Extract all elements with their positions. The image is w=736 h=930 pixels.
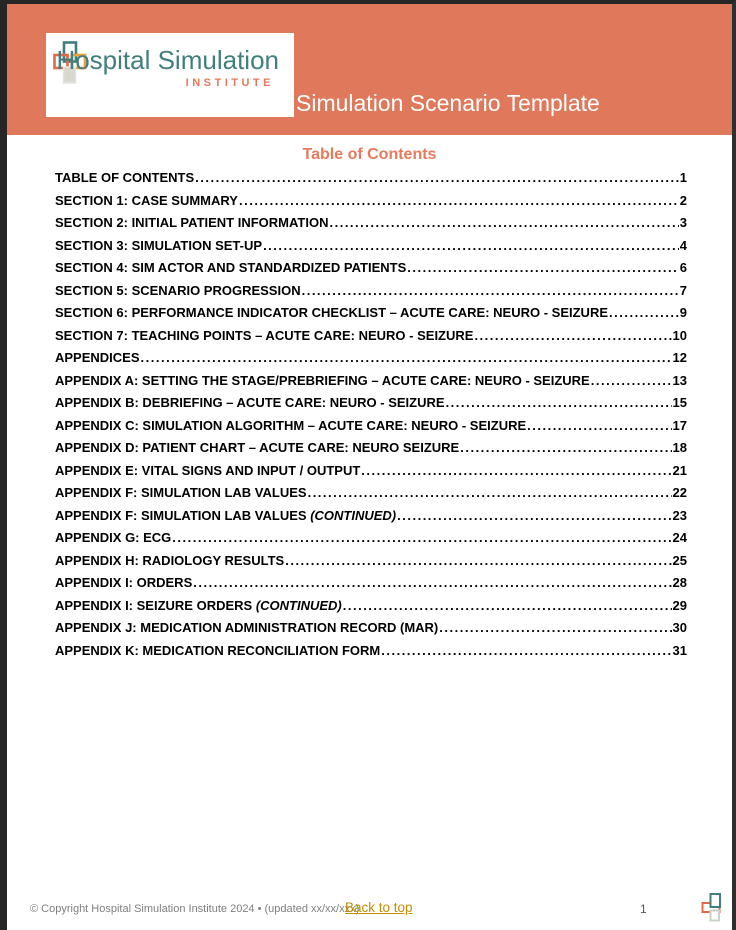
toc-entry-page: 7 bbox=[679, 282, 687, 298]
toc-leader-dots bbox=[474, 325, 671, 348]
toc-entry-page: 4 bbox=[679, 237, 687, 253]
toc-leader-dots bbox=[239, 190, 679, 213]
toc-entry[interactable] bbox=[55, 370, 687, 393]
toc-entry-page: 25 bbox=[672, 552, 687, 568]
toc-entry-page: 12 bbox=[672, 350, 687, 365]
toc-entry[interactable] bbox=[55, 527, 687, 550]
toc-entry-label: SECTION 4: SIM ACTOR AND STANDARDIZED PATIENTS bbox=[55, 260, 407, 275]
toc-entry[interactable] bbox=[55, 460, 687, 483]
toc-entry-label: APPENDIX I: ORDERS bbox=[55, 575, 193, 590]
toc-entry-page: 22 bbox=[672, 485, 687, 500]
toc-entry[interactable] bbox=[55, 482, 687, 505]
toc-entry-page: 30 bbox=[672, 620, 687, 635]
toc-entry[interactable] bbox=[55, 257, 687, 280]
toc-entry[interactable] bbox=[55, 437, 687, 460]
toc-entry[interactable] bbox=[55, 325, 687, 348]
toc-leader-dots bbox=[407, 257, 679, 280]
toc-entry-page: 21 bbox=[672, 462, 687, 478]
toc-leader-dots bbox=[308, 482, 672, 505]
toc-entry-page: 2 bbox=[679, 192, 687, 208]
toc-entry-page: 3 bbox=[679, 215, 687, 230]
toc-entry[interactable] bbox=[55, 212, 687, 235]
toc-entry-page: 31 bbox=[672, 642, 687, 658]
toc-entry-page: 28 bbox=[672, 575, 687, 590]
toc-entry-label: APPENDIX I: SEIZURE ORDERS (CONTINUED) bbox=[55, 597, 342, 613]
toc-entry[interactable] bbox=[55, 235, 687, 258]
toc-entry-label: SECTION 5: SCENARIO PROGRESSION bbox=[55, 282, 301, 298]
toc-entry[interactable] bbox=[55, 280, 687, 303]
logo-text bbox=[56, 45, 279, 89]
footer-page-number: 1 bbox=[640, 902, 647, 916]
page-header bbox=[7, 4, 732, 135]
toc-leader-dots bbox=[193, 572, 671, 595]
toc-entry-page: 24 bbox=[672, 530, 687, 545]
toc-entry[interactable] bbox=[55, 550, 687, 573]
toc-entry-page: 29 bbox=[672, 597, 687, 613]
toc-entry-label: APPENDIX F: SIMULATION LAB VALUES bbox=[55, 485, 307, 500]
toc-leader-dots bbox=[263, 235, 679, 258]
toc-leader-dots bbox=[343, 595, 672, 618]
toc-leader-dots bbox=[591, 370, 672, 393]
back-to-top-link[interactable]: Back to top bbox=[345, 900, 413, 915]
toc-entry-page: 17 bbox=[672, 417, 687, 433]
toc-entry-page: 13 bbox=[672, 372, 687, 388]
footer-cross-icon bbox=[701, 891, 727, 930]
toc-heading: Table of Contents bbox=[302, 146, 437, 163]
toc-entry[interactable] bbox=[55, 617, 687, 640]
toc-leader-dots bbox=[172, 527, 671, 550]
toc-leader-dots bbox=[302, 280, 679, 303]
toc-entry-label: APPENDIX B: DEBRIEFING – ACUTE CARE: NEURO - SEIZURE bbox=[55, 395, 445, 410]
toc-leader-dots bbox=[195, 167, 679, 190]
toc-entry[interactable] bbox=[55, 572, 687, 595]
toc-entry-page: 18 bbox=[672, 440, 687, 455]
toc-entry-label: APPENDIX A: SETTING THE STAGE/PREBRIEFING – ACUTE CARE: NEURO - SEIZURE bbox=[55, 372, 590, 388]
toc-leader-dots bbox=[141, 347, 672, 370]
toc-entry-label: APPENDICES bbox=[55, 350, 140, 365]
toc-leader-dots bbox=[609, 302, 679, 325]
logo-name: Hospital Simulation bbox=[56, 45, 279, 75]
toc-list bbox=[55, 167, 687, 662]
toc-leader-dots bbox=[460, 437, 671, 460]
toc-entry-label: APPENDIX F: SIMULATION LAB VALUES (CONTINUED) bbox=[55, 507, 397, 523]
hospital-simulation-logo bbox=[46, 33, 294, 117]
toc-entry[interactable] bbox=[55, 392, 687, 415]
toc-entry-page: 6 bbox=[679, 260, 687, 275]
toc-entry-label: APPENDIX C: SIMULATION ALGORITHM – ACUTE CARE: NEURO - SEIZURE bbox=[55, 417, 527, 433]
logo-subtitle: INSTITUTE bbox=[185, 77, 274, 89]
toc-entry-page: 10 bbox=[672, 327, 687, 343]
toc-leader-dots bbox=[439, 617, 671, 640]
toc-entry-page: 1 bbox=[679, 170, 687, 185]
toc-entry-page: 23 bbox=[672, 507, 687, 523]
toc-entry[interactable] bbox=[55, 595, 687, 618]
toc-entry[interactable] bbox=[55, 347, 687, 370]
toc-leader-dots bbox=[329, 212, 678, 235]
toc-entry-label: SECTION 6: PERFORMANCE INDICATOR CHECKLIST – ACUTE CARE: NEURO - SEIZURE bbox=[55, 305, 609, 320]
toc-leader-dots bbox=[527, 415, 671, 438]
toc-entry-label: APPENDIX K: MEDICATION RECONCILIATION FORM bbox=[55, 642, 381, 658]
toc-entry-page: 9 bbox=[679, 305, 687, 320]
toc-leader-dots bbox=[361, 460, 671, 483]
document-title: Simulation Scenario Template bbox=[296, 90, 600, 116]
toc-entry-label: SECTION 3: SIMULATION SET-UP bbox=[55, 237, 263, 253]
toc-entry-label: APPENDIX J: MEDICATION ADMINISTRATION RECORD (MAR) bbox=[55, 620, 439, 635]
toc-entry-label: APPENDIX H: RADIOLOGY RESULTS bbox=[55, 552, 285, 568]
toc-leader-dots bbox=[381, 640, 671, 663]
toc-entry[interactable] bbox=[55, 302, 687, 325]
toc-entry-page: 15 bbox=[672, 395, 687, 410]
toc-leader-dots bbox=[285, 550, 671, 573]
toc-entry-label: APPENDIX G: ECG bbox=[55, 530, 172, 545]
toc-entry[interactable] bbox=[55, 505, 687, 528]
toc-entry-label: APPENDIX D: PATIENT CHART – ACUTE CARE: NEURO SEIZURE bbox=[55, 440, 460, 455]
toc-entry[interactable] bbox=[55, 167, 687, 190]
toc-leader-dots bbox=[446, 392, 672, 415]
toc-entry[interactable] bbox=[55, 190, 687, 213]
toc-entry[interactable] bbox=[55, 640, 687, 663]
footer-copyright: © Copyright Hospital Simulation Institute 2024 • (updated xx/xx/xxx) bbox=[30, 903, 360, 915]
toc-entry-label: SECTION 2: INITIAL PATIENT INFORMATION bbox=[55, 215, 329, 230]
toc-entry-label: SECTION 7: TEACHING POINTS – ACUTE CARE: NEURO - SEIZURE bbox=[55, 327, 474, 343]
toc-leader-dots bbox=[397, 505, 671, 528]
toc-entry-label: TABLE OF CONTENTS bbox=[55, 170, 195, 185]
toc-entry-label: APPENDIX E: VITAL SIGNS AND INPUT / OUTPUT bbox=[55, 462, 361, 478]
toc-entry[interactable] bbox=[55, 415, 687, 438]
toc-entry-label: SECTION 1: CASE SUMMARY bbox=[55, 192, 238, 208]
